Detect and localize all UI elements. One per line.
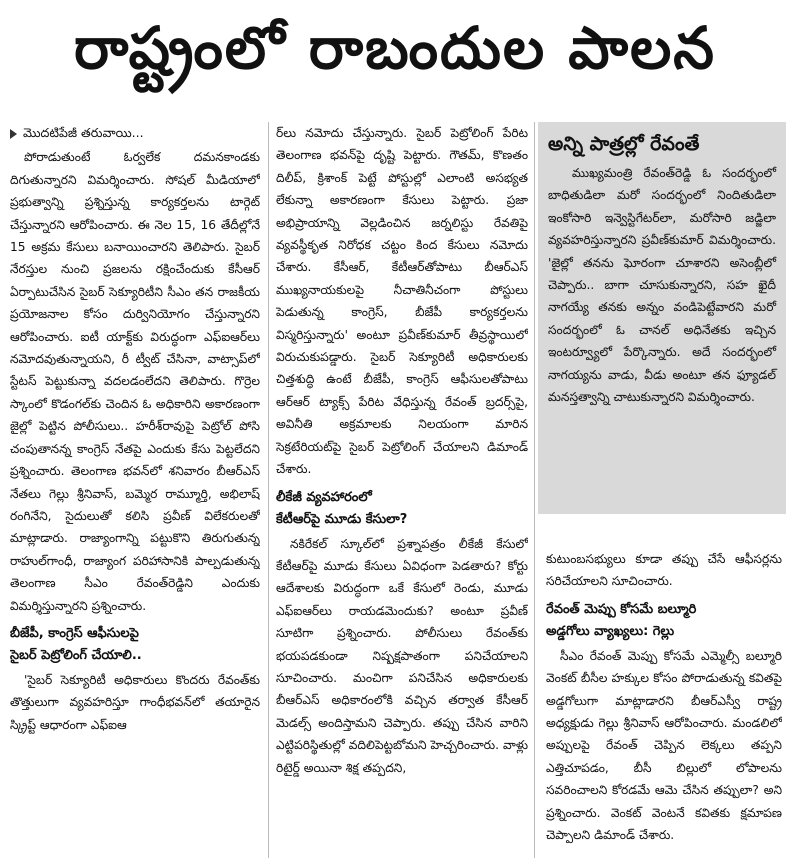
kicker-text: మొదటిపేజీ తరువాయి... — [23, 125, 144, 140]
paragraph: కుటుంబసభ్యులు కూడా తప్పు చేసే ఆఫీసర్లను సరిచేయాలని సూచించారు. — [546, 552, 782, 589]
subheading — [546, 599, 782, 643]
continued-kicker — [10, 122, 260, 144]
article-column-3 — [546, 548, 782, 858]
subheading-line: సైబర్ పెట్రోలింగ్ చేయాలి.. — [10, 647, 142, 663]
sidebar-box-title: అన్ని పాత్రల్లో రేవంతే — [548, 133, 700, 155]
subheading-line: రేవంత్ మెప్పు కోసమే బల్మూరి — [546, 601, 697, 617]
paragraph: 'సైబర్ సెక్యూరిటీ అధికారులు కొందరు రేవంత్‌కు తొత్తులుగా వ్యవహరిస్తూ గాంధీభవన్‌లో తయారైన స్క్రిప్ట్ ఆధారంగా ఎఫ్‌ఐఆ — [10, 672, 260, 732]
subheading — [276, 487, 528, 531]
paragraph: సీఎం రేవంత్ మెప్పు కోసమే ఎమ్మెల్సీ బల్మూరి వెంకట్ బీసీల హక్కుల కోసం పోరాడుతున్న కవితపై అడ్డగోలుగా మాట్లాడారని బీఆర్ఎస్వీ రాష్ట్ర అధ్యక్షుడు గెల్లు శ్రీనివాస్ ఆరోపించారు. మండలిలో అప్పులపై రేవంత్ చెప్పిన లెక్కలు తప్పని ఎత్తిచూపడం, బీసీ బిల్లులో లోపాలను సవరించాలని కోరడమే ఆమె చేసిన తప్పులా? అని ప్రశ్నించారు. వెంకట్ వెంటనే కవితకు క్షమాపణ చెప్పాలని డిమాండ్ చేశారు. — [546, 648, 782, 843]
subheading-line: లీకేజీ వ్యవహారంలో — [276, 489, 372, 505]
triangle-bullet-icon — [10, 129, 17, 139]
headline: రాష్ట్రంలో రాబందుల పాలన — [74, 13, 716, 82]
article-column-1 — [10, 122, 260, 858]
column-divider — [268, 122, 269, 858]
subheading-line: అడ్డగోలు వ్యాఖ్యలు: గెల్లు — [546, 623, 675, 639]
sidebar-box-text: ముఖ్యమంత్రి రేవంత్‌రెడ్డి ఓ సందర్భంలో బాధితుడిలా మరో సందర్భంలో నిందితుడిలా ఇంకోసారి ఇన్వెస్టిగేటర్‌లా, మరోసారి జడ్జిలా వ్యవహరిస్తున్నారని ప్రవీణ్‌కుమార్ విమర్శించారు. 'జైల్లో తనను ఘోరంగా చూశారని అసెంబ్లీలో చెప్పారు.. బాగా చూసుకున్నారని, సహ ఖైదీ నాగయ్యే తనకు అన్నం వండిపెట్టేవారని మరో సందర్భంలో ఓ చానల్ అధినేతకు ఇచ్చిన ఇంటర్వ్యూలో పేర్కొన్నారు. అదే సందర్భంలో నాగయ్యను వాడు, వీడు అంటూ తన ఫ్యూడల్ మనస్తత్వాన్ని చాటుకున్నారని విమర్శించారు. — [548, 166, 776, 405]
subheading-line: కేటీఆర్‌పై మూడు కేసులా? — [276, 511, 408, 527]
article-column-2 — [276, 122, 528, 858]
paragraph: నకిరేకల్ స్కూల్‌లో ప్రశ్నాపత్రం లీకేజీ కేసులో కేటీఆర్‌పై మూడు కేసులు ఏవిధంగా పెడతారు? కోర్టు ఆదేశాలకు విరుద్ధంగా ఒకే కేసులో రెండు, మూడు ఎఫ్‌ఐఆర్‌లు రాయడమెందుకు? అంటూ ప్రవీణ్ సూటిగా ప్రశ్నించారు. పోలీసులు రేవంత్‌కు భయపడకుండా నిష్పక్షపాతంగా పనిచేయాలని సూచించారు. మంచిగా పనిచేసిన అధికారులకు బీఆర్ఎస్ అధికారంలోకి వచ్చిన తర్వాత కేసీఆర్ మెడల్స్ అందిస్తామని చెప్పారు. తప్పు చేసిన వారిని ఎట్టిపరిస్థితుల్లో వదిలిపెట్టబోమని హెచ్చరించారు. వాళ్లు రిటైర్డ్ అయినా శిక్ష తప్పదని, — [276, 536, 528, 775]
subheading-line: బీజేపీ, కాంగ్రెస్ ఆఫీసులపై — [10, 625, 139, 641]
paragraph: పోరాడుతుంటే ఓర్వలేక దమనకాండకు దిగుతున్నారని విమర్శించారు. సోషల్ మీడియాలో ప్రభుత్వాన్ని ప్రశ్నిస్తున్న కార్యకర్తలను టార్గెట్ చేస్తున్నారని ఆరోపించారు. ఈ నెల 15, 16 తేదీల్లోనే 15 అక్రమ కేసులు బనాయించారని తెలిపారు. సైబర్ నేరస్తుల నుంచి ప్రజలను రక్షించేందుకు కేసీఆర్ ఏర్పాటుచేసిన సైబర్ సెక్యూరిటీని సీఎం తన రాజకీయ ప్రయోజనాల కోసం దుర్వినియోగం చేస్తున్నారని ఆరోపించారు. ఐటీ యాక్ట్‌కు విరుద్ధంగా ఎఫ్‌ఐఆర్‌లు నమోదవుతున్నాయని, రీ ట్వీట్ చేసినా, వాట్సాప్‌లో స్టేటస్ పెట్టుకున్నా వదలడంలేదని తెలిపారు. గొర్రెల స్కాంలో కొడంగల్‌కు చెందిన ఓ అధికారిని అకారణంగా జైల్లో పెట్టిన పోలీసులు.. హరీశ్‌రావుపై పెట్రోల్ పోసి చంపుతానన్న కాంగ్రెస్ నేతపై ఎందుకు కేసు పెట్టలేదని ప్రశ్నించారు. తెలంగాణ భవన్‌లో శనివారం బీఆర్ఎస్ నేతలు గెల్లు శ్రీనివాస్, బమ్మెర రామ్మూర్తి, అభిలాష్ రంగినేని, సైదులుతో కలిసి ప్రవీణ్ విలేకరులతో మాట్లాడారు. రాజ్యాంగాన్ని పట్టుకొని తిరుగుతున్న రాహుల్‌గాంధీ, రాజ్యాంగ పరిహాసానికి పాల్పడుతున్న తెలంగాణ సీఎం రేవంత్‌రెడ్డిని ఎందుకు విమర్శిస్తున్నారని ప్రశ్నించారు. — [10, 150, 260, 613]
subheading — [10, 623, 260, 667]
sidebar-box — [538, 122, 786, 514]
paragraph: ర్‌లు నమోదు చేస్తున్నారు. సైబర్ పెట్రోలింగ్ పేరిట తెలంగాణ భవన్‌పై దృష్టి పెట్టారు. గౌతమ్, కొణతం దిలీప్, క్రిశాంక్ పెట్టే పోస్టుల్లో ఎలాంటి అసభ్యత లేకున్నా అకారణంగా కేసులు పెట్టారు. ప్రజా అభిప్రాయాన్ని వెల్లడించిన జర్నలిస్టు రేవతిపై వ్యవస్థీకృత నిరోధక చట్టం కింద కేసులు నమోదు చేశారు. కేసీఆర్, కేటీఆర్‌తోపాటు బీఆర్ఎస్ ముఖ్యనాయకులపై నీచాతినీచంగా పోస్టులు పెడుతున్న కాంగ్రెస్, బీజేపీ కార్యకర్తలను విస్మరిస్తున్నారు' అంటూ ప్రవీణ్‌కుమార్ తీవ్రస్థాయిలో విరుచుకుపడ్డారు. సైబర్ సెక్యూరిటీ అధికారులకు చిత్తశుద్ధి ఉంటే బీజేపీ, కాంగ్రెస్ ఆఫీసులతోపాటు ఆర్ఆర్ ట్యాక్స్ పేరిట వేధిస్తున్న రేవంత్ బ్రదర్స్‌పై, అవినీతి అక్రమాలకు నిలయంగా మారిన సెక్రటేరియట్‌పై సైబర్ పెట్రోలింగ్ చేయాలని డిమాండ్ చేశారు. — [276, 126, 528, 477]
column-divider — [534, 122, 535, 858]
